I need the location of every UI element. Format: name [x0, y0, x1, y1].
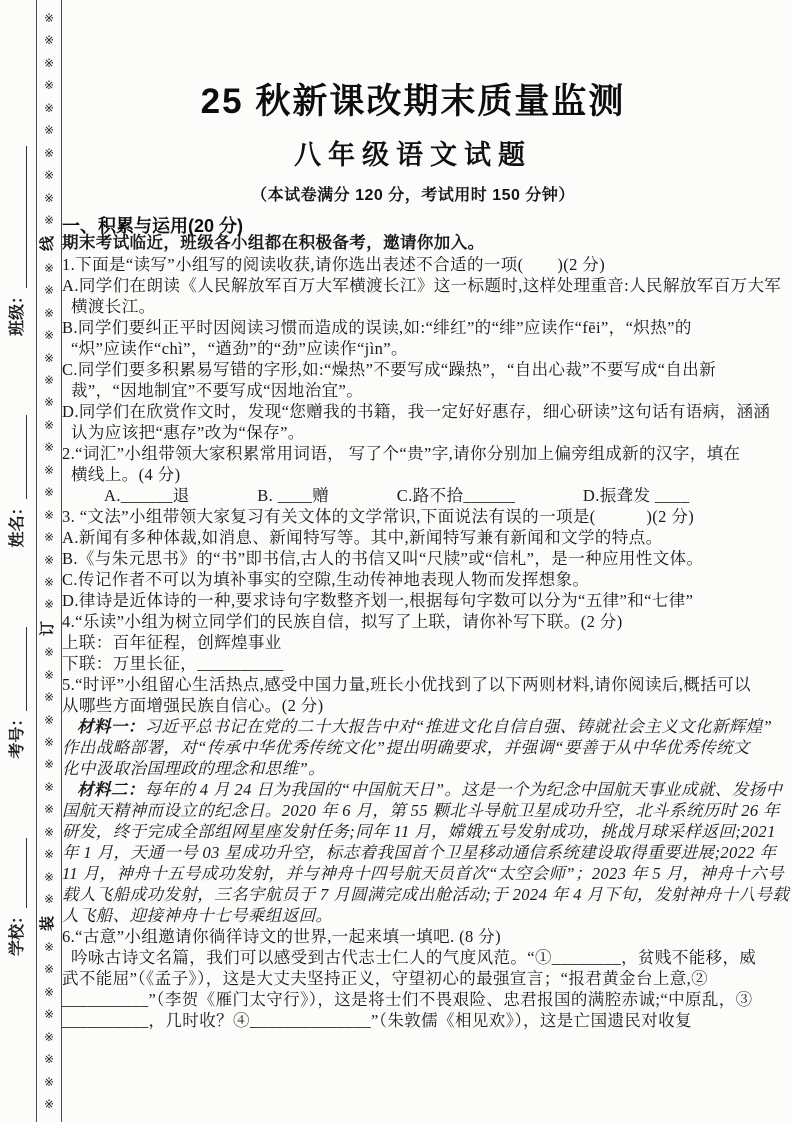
exam-subtitle: 八年级语文试题	[294, 140, 532, 170]
text-line: 吟咏古诗文名篇，我们可以感受到古代志士仁人的气度风范。“①________，贫贱不能移，威	[71, 948, 757, 967]
text-line: 材料一：习近平总书记在党的二十大报告中对“推进文化自信自强、铸就社会主义文化新辉煌”	[77, 717, 773, 736]
binding-mark: ※	[43, 574, 55, 589]
binding-mark: ※	[43, 33, 55, 48]
binding-mark: ※	[43, 597, 55, 612]
binding-mark: ※	[43, 892, 55, 907]
text-line: B.《与朱元思书》的“书”即书信,古人的书信又叫“尺牍”或“信札”，是一种应用性文体。	[62, 549, 704, 568]
margin-field-label: 姓名：	[8, 499, 26, 548]
binding-mark: ※	[43, 757, 55, 772]
binding-mark: ※	[43, 145, 55, 160]
binding-mark: ※	[43, 984, 55, 999]
text-line: 横渡长江。	[71, 297, 156, 316]
binding-mark: ※	[43, 1097, 55, 1111]
margin-field-label: 学校：	[8, 907, 26, 956]
text-line: A.______退 B. ____赠 C.路不拾______ D.振聋发 ____	[104, 486, 690, 505]
margin-field-blank	[9, 415, 27, 499]
binding-mark: ※	[43, 100, 55, 115]
binding-mark: ※	[43, 1007, 55, 1022]
text-line: __________，几时收？④______________”（朱敦儒《相见欢》），这是亡国遗民对收复	[62, 1011, 692, 1030]
binding-mark: ※	[43, 350, 55, 365]
margin-field-label: 班级：	[8, 288, 26, 337]
text-line: 研发，终于完成全部组网星座发射任务;同年 11 月，嫦娥五号发射成功，挑战月球采样返回;2021	[62, 822, 776, 841]
margin-field	[8, 146, 27, 336]
text-line: 11 月，神舟十五号成功发射，并与神舟十四号航天员首次“太空会师”；2023 年 5 月，神舟十六号	[62, 864, 784, 883]
text-line: 裁”，“因地制宜”不要写成“因地治宜”。	[71, 381, 364, 400]
text-line: 人飞船、迎接神舟十七号乘组返回。	[62, 906, 333, 925]
text-line: 化中汲取治国理政的理念和思维”。	[62, 759, 326, 778]
text-line: 国航天精神而设立的纪念日。2020 年 6 月，第 55 颗北斗导航卫星成功升空，北斗系统历时 26 年	[62, 801, 780, 820]
binding-mark: ※	[43, 712, 55, 727]
margin-field	[8, 838, 27, 956]
binding-mark: ※	[43, 417, 55, 432]
binding-mark: ※	[43, 869, 55, 884]
binding-mark: ※	[43, 305, 55, 320]
binding-marks-column	[36, 0, 62, 1122]
text-line: 下联：万里长征，__________	[62, 654, 284, 673]
text-line: A.新闻有多种体裁,如消息、新闻特写等。其中,新闻特写兼有新闻和文学的特点。	[62, 528, 663, 547]
binding-mark: ※	[43, 11, 55, 25]
binding-mark: ※	[43, 779, 55, 794]
text-line: D.同学们在欣赏作文时，发现“您赠我的书籍，我一定好好惠存，细心研读”这句话有语病，涵涵	[62, 402, 771, 421]
binding-mark: ※	[43, 690, 55, 705]
text-line: 上联：百年征程，创辉煌事业	[62, 633, 282, 652]
binding-mark: ※	[43, 78, 55, 93]
text-line: 年 1 月，天通一号 03 星成功升空，标志着我国首个卫星移动通信系统建设取得重要进展;2022 年	[62, 843, 777, 862]
binding-mark: ※	[43, 1052, 55, 1067]
binding-mark: ※	[43, 824, 55, 839]
material-label: 材料一：	[77, 717, 145, 736]
text-line: __________”（李贺《雁门太守行》），这是将士们不畏艰险、忠君报国的满腔赤诚;“中原乱，③	[62, 990, 753, 1009]
binding-mark: ※	[43, 462, 55, 477]
text-line: 载人飞船成功发射，三名宇航员于 7 月圆满完成出舱活动;于 2024 年 4 月下旬，发射神舟十八号载	[62, 885, 790, 904]
binding-mark: ※	[43, 55, 55, 70]
text-line: 认为应该把“惠存”改为“保存”。	[71, 423, 305, 442]
text-line: 横线上。(4 分)	[71, 465, 181, 484]
binding-mark: ※	[43, 373, 55, 387]
binding-mark: ※	[43, 1074, 55, 1089]
binding-mark: ※	[43, 507, 55, 522]
text-line: 从哪些方面增强民族自信心。(2 分)	[62, 696, 324, 715]
text-line: A.同学们在朗读《人民解放军百万大军横渡长江》这一标题时,这样处理重音:人民解放军百万大军	[62, 276, 782, 295]
binding-mark: ※	[43, 802, 55, 817]
margin-field	[8, 415, 27, 547]
binding-mark: ※	[43, 847, 55, 862]
text-line: 2.“词汇”小组带领大家积累常用词语， 写了个“贵”字,请你分别加上偏旁组成新的汉字，填在	[62, 444, 741, 463]
text-line: 作出战略部署，对“传承中华优秀传统文化”提出明确要求，并强调“要善于从中华优秀传统文	[62, 738, 750, 757]
text-line: 5.“时评”小组留心生活热点,感受中国力量,班长小优找到了以下两则材料,请你阅读后,概括可以	[62, 675, 751, 694]
margin-field	[8, 627, 27, 759]
binding-mark: ※	[43, 667, 55, 682]
text-line: 1.下面是“读写”小组写的阅读收获,请你选出表述不合适的一项( )(2 分)	[62, 255, 606, 274]
exam-title: 25 秋新课改期末质量监测	[200, 82, 626, 121]
binding-mark: ※	[43, 939, 55, 954]
margin-field-blank	[9, 146, 27, 288]
binding-mark: ※	[43, 168, 55, 183]
text-line: 6.“古意”小组邀请你徜徉诗文的世界,一起来填一填吧. (8 分)	[62, 927, 501, 946]
text-line: 3. “文法”小组带领大家复习有关文体的文学常识,下面说法有误的一项是( )(2 分)	[62, 507, 695, 526]
binding-word-char: 订	[40, 620, 57, 636]
binding-mark: ※	[43, 485, 55, 500]
margin-field-blank	[9, 838, 27, 908]
binding-mark: ※	[43, 962, 55, 977]
binding-mark: ※	[43, 552, 55, 567]
binding-mark: ※	[43, 530, 55, 545]
text-line: 4.“乐读”小组为树立同学们的民族自信，拟写了上联，请你补写下联。(2 分)	[62, 612, 623, 631]
exam-info: （本试卷满分 120 分，考试用时 150 分钟）	[251, 187, 575, 204]
text-line: C.同学们要多积累易写错的字形,如:“燥热”不要写成“躁热”，“自出心裁”不要写成“自出新	[62, 360, 717, 379]
binding-mark: ※	[43, 123, 55, 138]
binding-mark: ※	[43, 260, 55, 275]
margin-field-blank	[9, 627, 27, 711]
text-line: D.律诗是近体诗的一种,要求诗句字数整齐划一,根据每句字数可以分为“五律”和“七律”	[62, 591, 694, 610]
binding-mark: ※	[43, 395, 55, 410]
binding-word-char: 线	[40, 236, 57, 252]
material-label: 材料二：	[77, 780, 145, 799]
binding-mark: ※	[43, 1029, 55, 1044]
binding-mark: ※	[43, 440, 55, 455]
section-heading: 一、积累与运用(20 分)	[62, 216, 244, 236]
binding-mark: ※	[43, 190, 55, 205]
text-line: 武不能屈”（《孟子》），这是大丈夫坚持正义，守望初心的最强宣言；“报君黄金台上意,②	[62, 969, 709, 988]
text-line: C.传记作者不可以为填补事实的空隙,生动传神地表现人物而发挥想象。	[62, 570, 590, 589]
text-line: B.同学们要纠正平时因阅读习惯而造成的误读,如:“绯红”的“绯”应读作“fēi”，“炽热”的	[62, 318, 692, 337]
binding-word-char: 装	[40, 915, 57, 931]
text-line: 材料二：每年的 4 月 24 日为我国的“中国航天日”。这是一个为纪念中国航天事业成就、发扬中	[77, 780, 783, 799]
binding-mark: ※	[43, 283, 55, 298]
binding-mark: ※	[43, 735, 55, 749]
margin-field-label: 考号：	[8, 710, 26, 759]
text-line: 期末考试临近，班级各小组都在积极备考，邀请你加入。	[62, 234, 485, 252]
margin-fields-strip	[1, 146, 27, 956]
binding-mark: ※	[43, 212, 55, 227]
text-line: “炽”应读作“chì”，“遒劲”的“劲”应读作“jìn”。	[71, 339, 408, 358]
question-lines	[62, 233, 790, 1031]
binding-mark: ※	[43, 328, 55, 343]
binding-mark: ※	[43, 645, 55, 660]
